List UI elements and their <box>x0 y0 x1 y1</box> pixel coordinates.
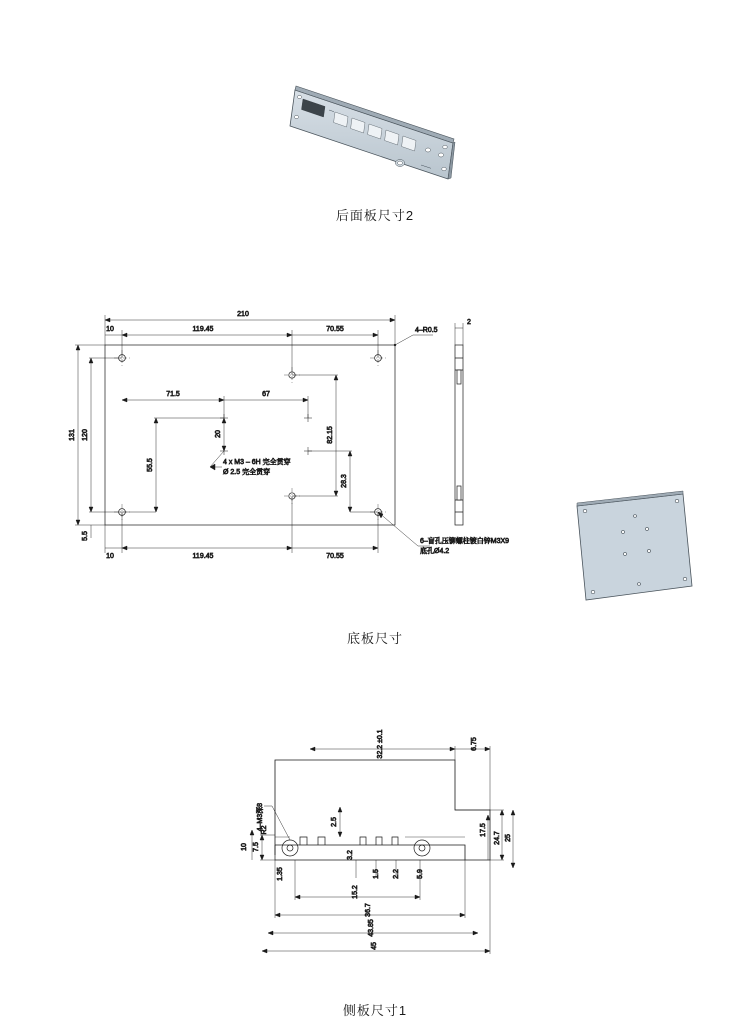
dim-5-5: 5.5 <box>82 531 89 541</box>
bottom-plate-hole-centerlines <box>114 350 386 520</box>
note-standoff-pilot: 底孔Ø4.2 <box>420 548 450 555</box>
note-m3-pilot: Ø 2.5 完全贯穿 <box>223 469 271 476</box>
dim-70-55-top: 70.55 <box>326 326 344 333</box>
side-plate-bosses <box>282 840 430 856</box>
note-4-R0-5: 4–R0.5 <box>415 327 438 334</box>
bottom-plate-dims-bottom <box>105 496 378 553</box>
figure-bottom-plate-3d <box>565 488 705 618</box>
bottom-plate-svg <box>60 300 530 590</box>
dim-thickness-2: 2 <box>467 319 471 326</box>
bottom-plate-3d-face <box>577 494 692 600</box>
dim-1-5: 1.5 <box>373 869 380 879</box>
dim-10: 10 <box>241 843 248 851</box>
dim-210: 210 <box>237 311 249 318</box>
note-standoff: 6–盲孔压铆螺柱镀白锌M3X9 <box>420 538 510 545</box>
dim-82-15: 82.15 <box>327 426 334 444</box>
leader-corner-radius <box>394 335 433 346</box>
dim-25: 25 <box>505 834 512 842</box>
dim-10-top: 10 <box>106 326 114 333</box>
caption-rear-panel-2: 后面板尺寸2 <box>335 208 415 223</box>
dim-36-7: 36.7 <box>365 903 372 917</box>
dim-32-2: 32.2 ±0.1 <box>377 729 384 759</box>
dim-2-2: 2.2 <box>393 869 400 879</box>
bottom-plate-holes <box>119 355 382 516</box>
side-plate-notches <box>300 837 398 845</box>
caption-bottom-plate: 底板尺寸 <box>346 631 403 646</box>
caption-side-plate-1: 侧板尺寸1 <box>342 1003 408 1018</box>
dim-10-bottom: 10 <box>106 553 114 560</box>
dim-17-5: 17.5 <box>480 823 487 837</box>
dim-119-45-top: 119.45 <box>192 326 214 333</box>
bottom-plate-thickness-dim <box>455 323 463 345</box>
figure-bottom-plate <box>60 300 530 590</box>
dim-15-2: 15.2 <box>352 885 359 899</box>
note-m3-through: 4 x M3 – 6H 完全贯穿 <box>223 459 291 466</box>
dim-71-5: 71.5 <box>166 391 180 398</box>
bottom-plate-3d-svg <box>565 488 705 618</box>
rear-panel-3d-svg <box>255 55 505 205</box>
dim-119-45-bottom: 119.45 <box>192 553 214 560</box>
dim-43-85: 43.85 <box>368 919 375 937</box>
dim-2-5: 2.5 <box>331 817 338 827</box>
dim-45: 45 <box>371 942 378 950</box>
dim-70-55-bottom: 70.55 <box>326 553 344 560</box>
dim-5-9: 5.9 <box>417 869 424 879</box>
side-plate-inner-lines <box>275 810 490 837</box>
leader-m3-thread <box>210 451 224 470</box>
dim-3-2: 3.2 <box>347 850 354 860</box>
side-plate-svg <box>200 729 530 985</box>
figure-side-plate-1 <box>200 729 530 985</box>
dim-20: 20 <box>215 430 222 438</box>
figure-rear-panel-2 <box>255 55 505 205</box>
note-4-M3-deep8: 4–M3深8 <box>257 803 264 832</box>
dim-24-7: 24.7 <box>494 831 501 845</box>
side-plate-bottom-edge <box>275 845 465 860</box>
dim-1-35: 1.35 <box>277 867 284 881</box>
dim-120: 120 <box>82 429 89 441</box>
note-R2: R2 <box>261 825 268 835</box>
dim-55-5: 55.5 <box>147 458 154 472</box>
bottom-plate-m3-pattern <box>220 414 312 455</box>
dim-67: 67 <box>262 391 270 398</box>
bottom-plate-dims-inner <box>122 375 378 512</box>
side-plate-dims-inner <box>338 807 396 878</box>
dim-28-3: 28.3 <box>341 474 348 488</box>
dim-7-5: 7.5 <box>253 842 260 852</box>
dim-6-75: 6.75 <box>471 737 478 751</box>
bottom-plate-outline <box>105 345 395 525</box>
side-plate-dims-top <box>310 746 490 810</box>
dim-131: 131 <box>69 429 76 441</box>
bottom-plate-side-view <box>455 345 463 525</box>
